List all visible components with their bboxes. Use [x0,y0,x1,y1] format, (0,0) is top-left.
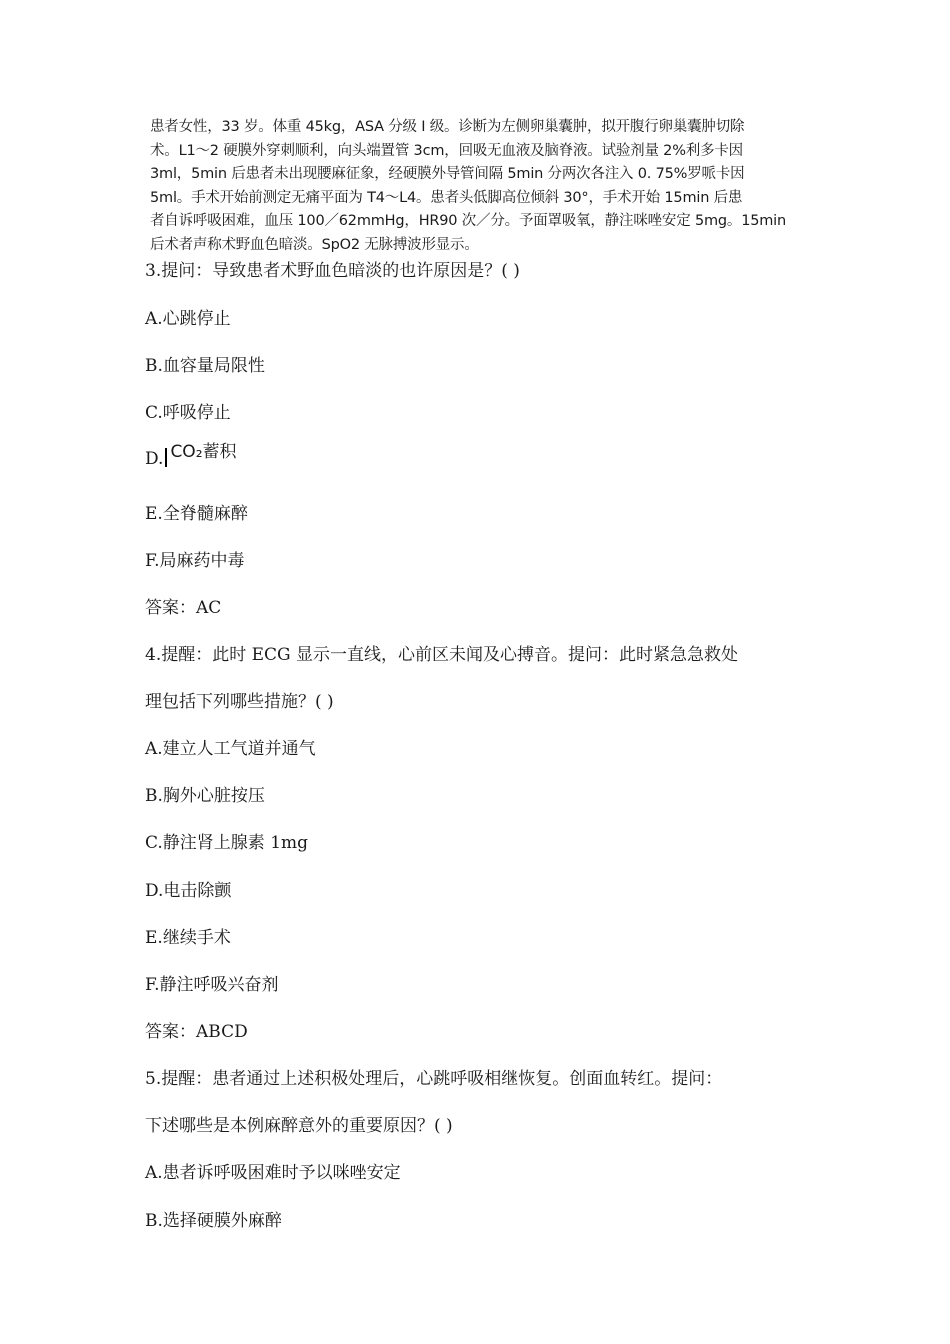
q3-option-c: C.呼吸停止 [145,403,231,423]
case-text-line: 3ml，5min 后患者未出现腰麻征象，经硬膜外导管间隔 5min 分两次各注入 0. 75%罗哌卡因 [150,166,745,183]
q3-option-d [145,444,237,469]
q4-option-d: D.电击除颤 [145,881,232,901]
q3-option-e: E.全脊髓麻醉 [145,504,248,524]
q4-option-c: C.静注肾上腺素 1mg [145,833,309,853]
q5-option-b: B.选择硬膜外麻醉 [145,1211,282,1231]
case-text-line: 后术者声称术野血色暗淡。SpO2 无脉搏波形显示。 [150,236,479,253]
question-5-line2: 下述哪些是本例麻醉意外的重要原因？( ) [145,1116,453,1136]
case-text-line: 5ml。手术开始前测定无痛平面为 T4～L4。患者头低脚高位倾斜 30°，手术开始 15min 后患 [150,189,743,206]
text-cursor-icon [165,448,167,467]
case-description [150,116,815,258]
q4-option-f: F.静注呼吸兴奋剂 [145,975,279,995]
q3-option-d-text: CO₂蓄积 [170,442,237,462]
question-4-line2: 理包括下列哪些措施？( ) [145,692,334,712]
q3-option-b: B.血容量局限性 [145,356,265,376]
q3-answer: 答案：AC [145,598,222,618]
q3-option-f: F.局麻药中毒 [145,551,245,571]
question-3: 3.提问：导致患者术野血色暗淡的也许原因是？( ) [145,261,520,281]
case-text-line: 者自诉呼吸困难，血压 100／62mmHg，HR90 次／分。予面罩吸氧，静注咪唑安定 5mg。15min [150,213,786,230]
q3-option-a: A.心跳停止 [145,309,231,329]
question-4-line1: 4.提醒：此时 ECG 显示一直线，心前区未闻及心搏音。提问：此时紧急急救处 [145,645,739,665]
q4-option-b: B.胸外心脏按压 [145,786,265,806]
q5-option-a: A.患者诉呼吸困难时予以咪唑安定 [145,1163,401,1183]
case-text-line: 患者女性，33 岁。体重 45kg，ASA 分级 I 级。诊断为左侧卵巢囊肿，拟开腹行卵巢囊肿切除 [150,119,745,135]
q4-answer: 答案：ABCD [145,1022,248,1042]
q4-option-a: A.建立人工气道并通气 [145,739,316,759]
case-text-line: 术。L1～2 硬膜外穿刺顺利，向头端置管 3cm，回吸无血液及脑脊液。试验剂量 2%利多卡因 [150,142,743,159]
q3-option-d-label: D. [145,449,164,469]
question-5-line1: 5.提醒：患者通过上述积极处理后，心跳呼吸相继恢复。创面血转红。提问： [145,1069,723,1089]
q4-option-e: E.继续手术 [145,928,231,948]
